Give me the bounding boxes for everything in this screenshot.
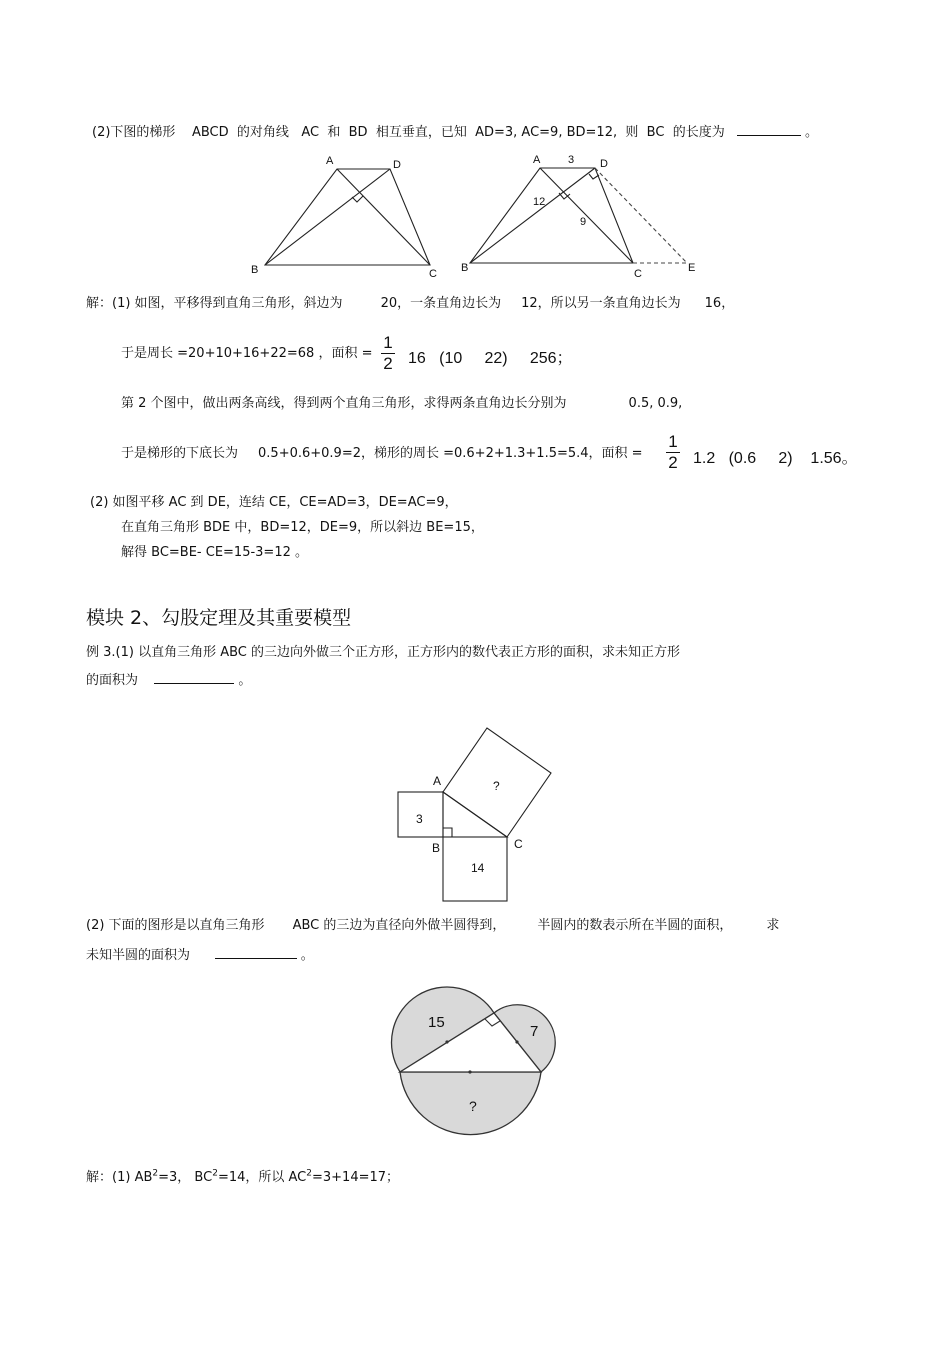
label-c: C: [429, 268, 437, 280]
solution-1-line-1: 解：(1) 如图，平移得到直角三角形，斜边为 20，一条直角边长为 12，所以另一条直角边长为 16，: [86, 296, 735, 311]
semicircle-right-area: 7: [530, 1023, 539, 1040]
trapezoid-outline: [265, 169, 430, 265]
label-ad-length: 3: [568, 154, 575, 166]
label-c: C: [634, 268, 642, 280]
semicircle-left-area: 15: [428, 1014, 445, 1031]
label-c: C: [514, 837, 523, 851]
label-b: B: [432, 841, 441, 855]
square-ab-area: 3: [416, 812, 423, 826]
solution-2-line-2: 在直角三角形 BDE 中，BD=12，DE=9，所以斜边 BE=15，: [121, 520, 484, 535]
example-3b-line-2: 未知半圆的面积为 。: [86, 945, 314, 964]
solution-1-line-2-text: 于是周长 =20+10+16+22=68 ，面积 =: [121, 346, 373, 361]
solution-2-line-3: 解得 BC=BE- CE=15-3=12 。: [121, 545, 309, 560]
label-ac-length: 9: [580, 216, 587, 228]
pythagorean-squares-figure: [390, 720, 570, 910]
center-dot-right: [515, 1040, 518, 1043]
fraction-one-half: 1 2: [381, 334, 395, 373]
module-2-heading: 模块 2、勾股定理及其重要模型: [86, 607, 352, 629]
semicircle-bottom-area: ?: [469, 1098, 477, 1114]
solution-3-line-1: 解：(1) $AB^2=3$， $BC^2=14$，所以 $AC^2=3+14=17$；: [86, 1168, 400, 1185]
solution-1-line-3: 第 2 个图中，做出两条高线，得到两个直角三角形，求得两条直角边长分别为 0.5, 0.9,: [121, 396, 683, 411]
label-b: B: [251, 264, 259, 276]
label-d: D: [393, 159, 401, 171]
diagonal-bd: [265, 169, 390, 265]
label-a: A: [433, 774, 442, 788]
diagonal-ac: [540, 168, 633, 263]
example-3b-line-1: (2) 下面的图形是以直角三角形 ABC 的三边为直径向外做半圆得到， 半圆内的数表示所在半圆的面积， 求: [86, 918, 780, 933]
area-expression-1: 16 (10 22) 256；: [408, 350, 573, 367]
square-ac-area: ?: [493, 779, 500, 793]
right-triangle-abc: [443, 792, 507, 837]
label-d: D: [600, 158, 608, 170]
solution-1-line-4-text: 于是梯形的下底长为 0.5+0.6+0.9=2，梯形的周长 =0.6+2+1.3+1.5=5.4，面积 =: [121, 446, 643, 461]
diagonal-bd: [470, 168, 595, 263]
right-angle-mark: [443, 828, 452, 837]
answer-blank: [737, 122, 801, 136]
example-3-line-1: 例 3.(1) 以直角三角形 ABC 的三边向外做三个正方形，正方形内的数代表正方形的面积，求未知正方形: [86, 645, 681, 660]
square-bc-area: 14: [471, 861, 485, 875]
label-bd-length: 12: [533, 196, 546, 208]
trapezoid-figure-2: [455, 150, 705, 280]
center-dot-left: [445, 1040, 448, 1043]
label-b: B: [461, 262, 469, 274]
label-a: A: [326, 155, 334, 167]
label-a: A: [533, 154, 541, 166]
trapezoid-outline: [470, 168, 633, 263]
solution-2-line-1: (2) 如图平移 AC 到 DE，连结 CE，CE=AD=3，DE=AC=9，: [90, 495, 458, 510]
diagonal-ac: [337, 169, 430, 265]
example-3-line-2: 的面积为 。: [86, 670, 251, 689]
pythagorean-semicircles-figure: [380, 975, 580, 1150]
label-e: E: [688, 262, 696, 274]
fraction-one-half-2: 1 2: [666, 433, 680, 472]
center-dot-bottom: [468, 1070, 471, 1073]
dashed-de: [595, 168, 687, 263]
area-expression-2: 1.2 (0.6 2) 1.56。: [693, 450, 858, 467]
trapezoid-figure-1: [240, 150, 450, 280]
question-2-text: (2)下图的梯形 ABCD 的对角线 AC 和 BD 相互垂直，已知 AD=3, AC=9, BD=12, 则 BC 的长度为 。: [92, 122, 818, 141]
answer-blank: [154, 670, 234, 684]
answer-blank: [215, 945, 297, 959]
